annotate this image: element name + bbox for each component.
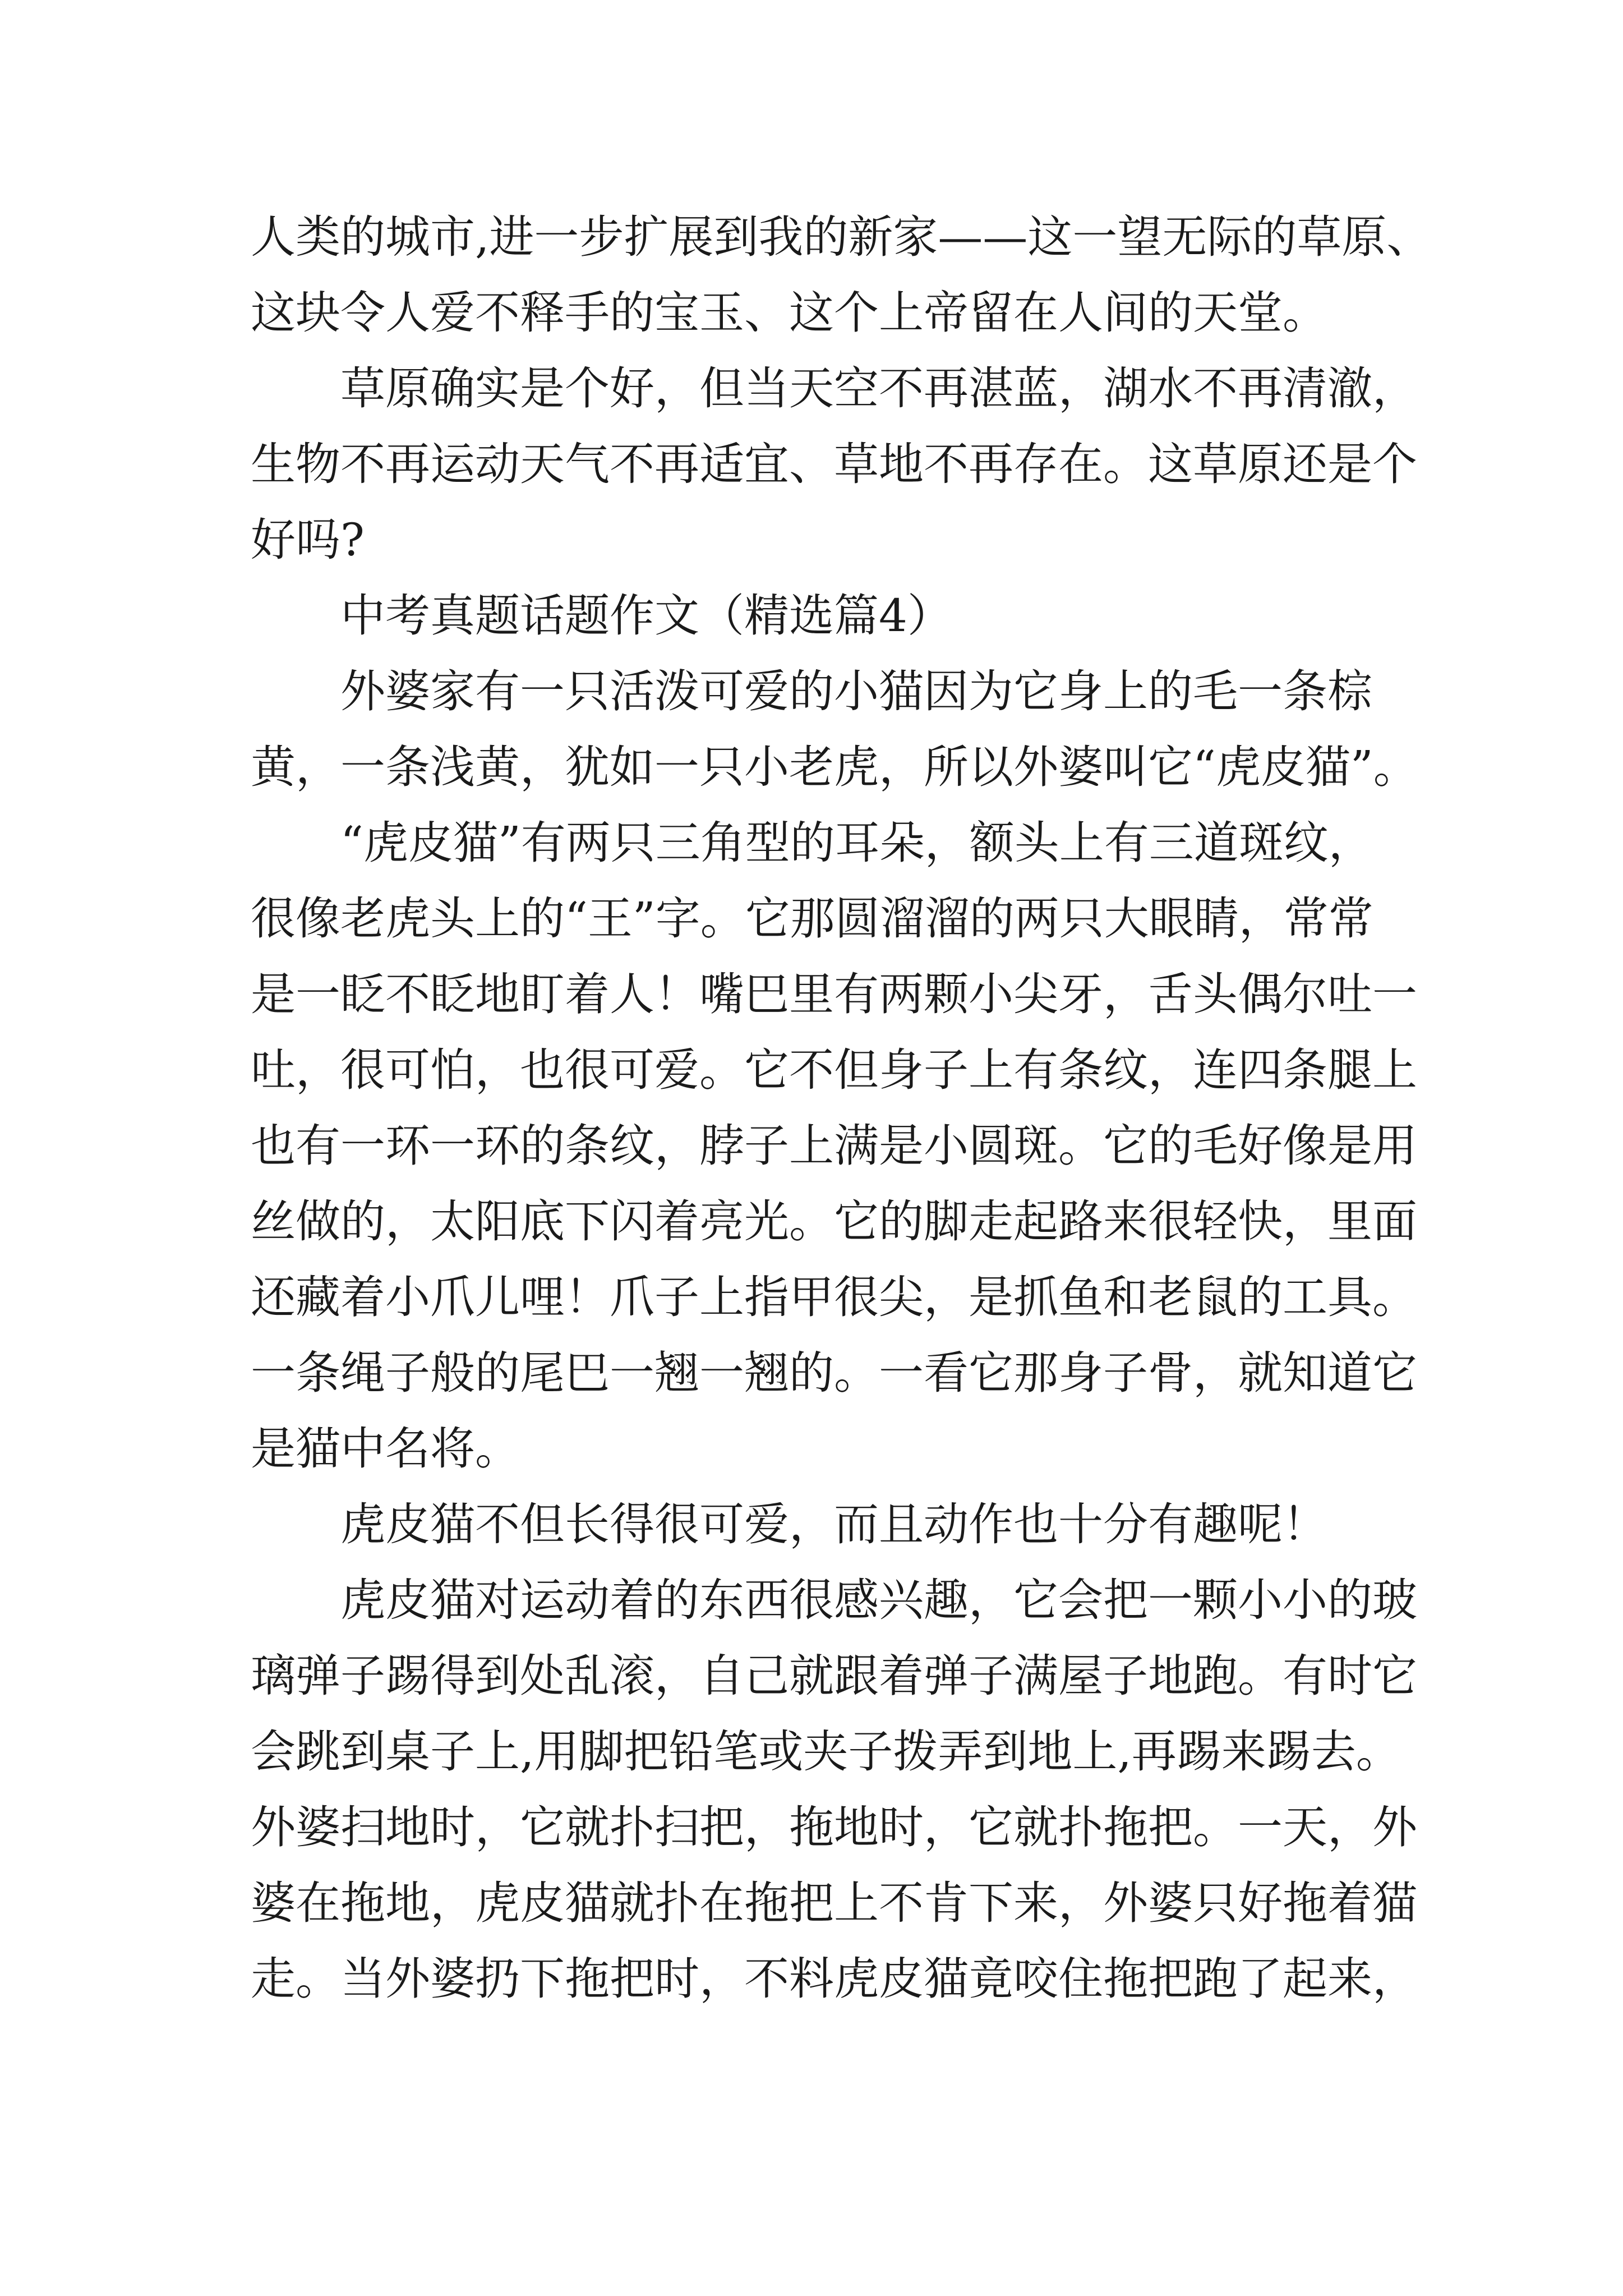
document-body [251,209,1434,2027]
text-line: 这块令人爱不释手的宝玉、这个上帝留在人间的天堂。 [251,287,1327,339]
text-line: 也有一环一环的条纹，脖子上满是小圆斑。它的毛好像是用 [251,1120,1417,1172]
text-line: 外婆家有一只活泼可爱的小猫因为它身上的毛一条棕 [340,665,1372,717]
text-line: 丝做的，太阳底下闪着亮光。它的脚走起路来很轻快，里面 [251,1195,1417,1248]
text-line: 好吗? [251,514,365,566]
text-line: 黄，一条浅黄，犹如一只小老虎，所以外婆叫它“虎皮猫”。 [251,741,1418,793]
text-line: 很像老虎头上的“王”字。它那圆溜溜的两只大眼睛，常常 [251,892,1373,945]
text-line: 婆在拖地，虎皮猫就扑在拖把上不肯下来，外婆只好拖着猫 [251,1877,1417,1929]
text-line: 是猫中名将。 [251,1423,520,1475]
text-line: 虎皮猫对运动着的东西很感兴趣，它会把一颗小小的玻 [340,1574,1417,1626]
text-line: 草原确实是个好，但当天空不再湛蓝，湖水不再清澈， [340,362,1417,415]
text-line: 是一眨不眨地盯着人！嘴巴里有两颗小尖牙，舌头偶尔吐一 [251,968,1417,1020]
text-line: 会跳到桌子上,用脚把铅笔或夹子拨弄到地上,再踢来踢去。 [251,1726,1401,1778]
text-line: 虎皮猫不但长得很可爱，而且动作也十分有趣呢！ [340,1498,1327,1550]
text-line: 人类的城市,进一步扩展到我的新家——这一望无际的草原、 [251,211,1432,263]
text-line: 吐，很可怕，也很可爱。它不但身子上有条纹，连四条腿上 [251,1044,1417,1096]
text-line: 一条绳子般的尾巴一翘一翘的。一看它那身子骨，就知道它 [251,1347,1417,1399]
section-heading: 中考真题话题作文（精选篇4） [340,590,952,642]
text-line: 璃弹子踢得到处乱滚，自己就跟着弹子满屋子地跑。有时它 [251,1650,1417,1702]
text-line: “虎皮猫”有两只三角型的耳朵，额头上有三道斑纹， [340,817,1373,869]
text-line: 生物不再运动天气不再适宜、草地不再存在。这草原还是个 [251,438,1417,490]
text-line: 外婆扫地时，它就扑扫把，拖地时，它就扑拖把。一天，外 [251,1801,1417,1853]
text-line: 还藏着小爪儿哩！爪子上指甲很尖，是抓鱼和老鼠的工具。 [251,1271,1417,1323]
text-line: 走。当外婆扔下拖把时，不料虎皮猫竟咬住拖把跑了起来， [251,1953,1417,2005]
